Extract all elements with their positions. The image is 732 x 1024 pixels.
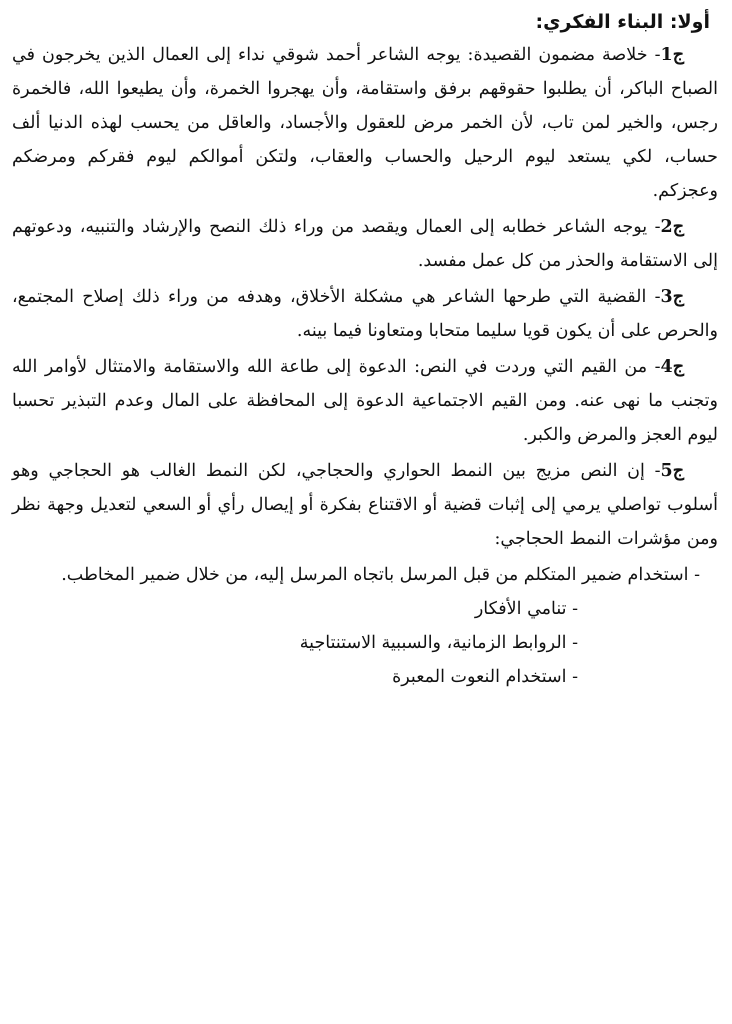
answer-label: ج5 — [660, 461, 684, 481]
answer-text: - القضية التي طرحها الشاعر هي مشكلة الأخلاق، وهدفه من وراء ذلك إصلاح المجتمع، والحرص على أن يكون قويا سليما متحابا ومتعاونا فيما بينه. — [12, 287, 718, 341]
answer-label: ج3 — [660, 287, 684, 307]
indicator-first: - استخدام ضمير المتكلم من قبل المرسل باتجاه المرسل إليه، من خلال ضمير المخاطب. — [61, 565, 700, 585]
answer-text: - خلاصة مضمون القصيدة: يوجه الشاعر أحمد شوقي نداء إلى العمال الذين يخرجون في الصباح الباكر، أن يطلبوا حقوقهم برفق واستقامة، وأن يهجروا الخمرة، وأن يطيعوا الله، فالخمرة رجس، والخير لمن تاب، لأن الخمر مرض للعقول والأجساد، والعاقل من يحسب لهذه الدنيا ألف حساب، لكي يستعد ليوم الرحيل والحساب والعقاب، ولتكن أموالكم ليوم فقركم ومرضكم وعجزكم. — [12, 45, 718, 201]
answer-label: ج1 — [660, 45, 684, 65]
answer-2 — [12, 210, 718, 278]
answer-text: - يوجه الشاعر خطابه إلى العمال ويقصد من وراء ذلك النصح والإرشاد والتنبيه، ودعوتهم إلى الاستقامة والحذر من كل عمل مفسد. — [12, 217, 718, 271]
answer-1 — [12, 38, 718, 208]
answer-4 — [12, 350, 718, 452]
answer-text: - إن النص مزيج بين النمط الحواري والحجاجي، لكن النمط الغالب هو الحجاجي وهو أسلوب تواصلي يرمي إلى إثبات قضية أو الاقتناع بفكرة أو إيصال رأي أو السعي لتعديل وجهة نظر ومن مؤشرات النمط الحجاجي: — [12, 461, 718, 549]
section-heading: أولا: البناء الفكري: — [535, 11, 710, 33]
answer-label: ج4 — [660, 357, 684, 377]
list-item: - الروابط الزمانية، والسببية الاستنتاجية — [299, 633, 578, 653]
answer-5 — [12, 454, 718, 556]
answer-3 — [12, 280, 718, 348]
answer-label: ج2 — [660, 217, 684, 237]
list-item: - استخدام النعوت المعبرة — [392, 667, 578, 687]
list-item: - تنامي الأفكار — [474, 599, 578, 619]
indicator-list — [12, 592, 718, 694]
answer-text: - من القيم التي وردت في النص: الدعوة إلى طاعة الله والاستقامة والامتثال لأوامر الله وتجنب ما نهى عنه. ومن القيم الاجتماعية الدعوة إلى المحافظة على المال وعدم التبذير تحسبا ليوم العجز والمرض والكبر. — [12, 357, 718, 445]
